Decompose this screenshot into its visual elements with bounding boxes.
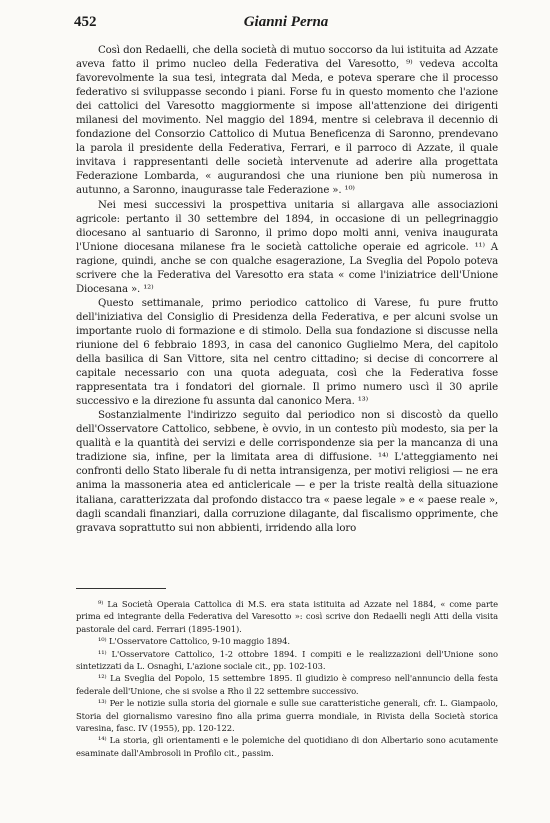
footnote: ¹¹⁾ L'Osservatore Cattolico, 1-2 ottobre 1894. I compiti e le realizzazioni dell'Unione sono sintetizzati da L. Osnaghi, L'azione sociale cit., pp. 102-103. [76, 648, 498, 672]
paragraph: Nei mesi successivi la prospettiva unitaria si allargava alle associazioni agricole: pertanto il 30 settembre del 1894, in occasione di un pellegrinaggio diocesano al santuario di Saronno, il primo dopo molti anni, veniva inaugurata l'Unione diocesana milanese fra le società cattoliche operaie ed agricole. ¹¹⁾ A ragione, quindi, anche se con qualche esagerazione, La Sveglia del Popolo poteva scrivere che la Federativa del Varesotto era stata « come l'iniziatrice dell'Unione Diocesana ». ¹²⁾ [76, 199, 498, 295]
paragraph: Sostanzialmente l'indirizzo seguito dal periodico non si discostò da quello dell'Osservatore Cattolico, sebbene, è ovvio, in un contesto più modesto, sia per la qualità e la quantità dei servizi e delle corrispondenze sia per la mancanza di una tradizione sia, infine, per la limitata area di diffusione. ¹⁴⁾ L'atteggiamento nei confronti dello Stato liberale fu di netta intransigenza, per motivi religiosi — ne era anima la massoneria atea ed anticlericale — e per la triste realtà della situazione italiana, caratterizzata dal profondo distacco tra « paese legale » e « paese reale », dagli scandali finanziari, dalla corruzione dilagante, dal fiscalismo opprimente, che gravava soprattutto sui non abbienti, irridendo alla loro [76, 410, 498, 534]
footnote: ¹⁰⁾ L'Osservatore Cattolico, 9-10 maggio 1894. [98, 636, 290, 647]
paragraph: Questo settimanale, primo periodico cattolico di Varese, fu pure frutto dell'iniziativa del Consiglio di Presidenza della Federativa, e per alcuni svolse un importante ruolo di formazione e di stimolo. Della sua fondazione si discusse nella riunione del 6 febbraio 1893, in casa del canonico Guglielmo Mera, del capitolo della basilica di San Vittore, sita nel centro cittadino; si decise di concorrere al capitale necessario con una quota adeguata, così che la Federativa fosse rappresentata tra i fondatori del giornale. Il primo numero uscì il 30 aprile successivo e la direzione fu assunta dal canonico Mera. ¹³⁾ [76, 297, 498, 408]
footnote: ¹³⁾ Per le notizie sulla storia del giornale e sulle sue caratteristiche generali, cfr. L. Giampaolo, Storia del giornalismo varesino fino alla prima guerra mondiale, in Rivista della Società storica varesina, fasc. IV (1955), pp. 120-122. [76, 698, 498, 734]
page-header [74, 14, 498, 34]
page-number: 452 [74, 14, 97, 30]
footnote: ¹⁴⁾ La storia, gli orientamenti e le polemiche del quotidiano di don Albertario sono acutamente esaminate dall'Ambrosoli in Profilo cit., passim. [76, 735, 498, 758]
running-head: Gianni Perna [243, 14, 329, 30]
footnotes [76, 598, 498, 759]
footnote: ¹²⁾ La Sveglia del Popolo, 15 settembre 1895. Il giudizio è compreso nell'annuncio della festa federale dell'Unione, che si svolse a Rho il 22 settembre successivo. [76, 673, 498, 696]
paragraph: Così don Redaelli, che della società di mutuo soccorso da lui istituita ad Azzate aveva fatto il primo nucleo della Federativa del Varesotto, ⁹⁾ vedeva accolta favorevolmente la sua tesi, integrata dal Meda, e poteva sperare che il processo federativo si sviluppasse secondo i piani. Forse fu in questo momento che l'azione dei cattolici del Varesotto maggiormente si impose all'attenzione dei dirigenti milanesi del movimento. Nel maggio del 1894, mentre si celebrava il decennio di fondazione del Consorzio Cattolico di Mutua Beneficenza di Saronno, prendevano la parola il presidente della Federativa, Ferrari, e il parroco di Azzate, il quale invitava i rappresentanti delle società intervenute ad aderire alla progettata Federazione Lombarda, « augurandosi che una riunione ben più numerosa in autunno, a Saronno, inaugurasse tale Federazione ». ¹⁰⁾ [76, 45, 498, 197]
footnote: ⁹⁾ La Società Operaia Cattolica di M.S. era stata istituita ad Azzate nel 1884, « come parte prima ed integrante della Federativa del Varesotto »: così scrive don Redaelli negli Atti della visita pastorale del card. Ferrari (1895-1901). [76, 599, 498, 634]
footnote-rule [76, 588, 166, 589]
body-text [76, 44, 498, 536]
